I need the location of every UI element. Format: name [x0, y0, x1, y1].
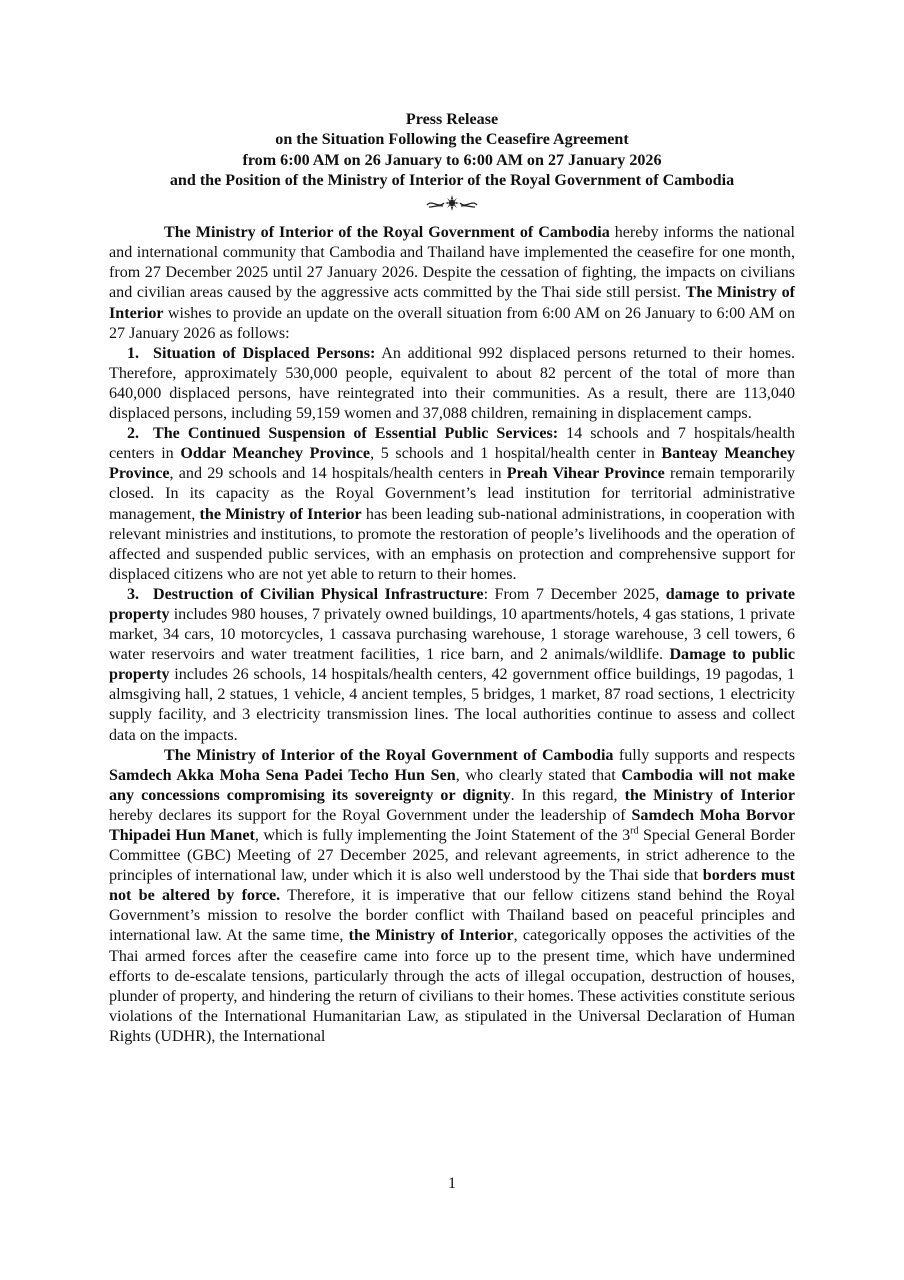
body-text: has been leading sub-national administrations, in cooperation with relevant ministries and institutions, to promote the restoration of people’s livelihoods and the operation of affected and suspended public services, with an emphasis on protection and comprehensive support for displaced citizens who are not yet able to return to their homes. — [109, 505, 795, 583]
item-heading: Situation of Displaced Persons: — [153, 344, 376, 362]
bold-text: The Ministry of Interior — [109, 284, 795, 322]
bold-text: Preah Vihear Province — [506, 465, 665, 483]
bold-text: the Ministry of Interior — [624, 786, 795, 804]
list-item-public-services — [109, 424, 795, 585]
bold-text: borders must not be altered by force. — [109, 867, 795, 905]
bold-text: damage to private property — [109, 585, 795, 623]
bold-text: the Ministry of Interior — [199, 505, 362, 523]
decorative-flourish-icon — [424, 195, 480, 211]
body-text: hereby declares its support for the Royal Government under the leadership of — [109, 806, 632, 824]
body-text: , categorically opposes the activities of the Thai armed forces after the ceasefire came into force up to the present time, which have undermined efforts to de-escalate tensions, particularly through the acts of illegal occupation, destruction of houses, plunder of property, and hindering the return of civilians to their homes. These activities constitute serious violations of the International Humanitarian Law, as stipulated in the Universal Declaration of Human Rights (UDHR), the International — [109, 927, 795, 1045]
body-text: wishes to provide an update on the overall situation from 6:00 AM on 26 January to 6:00 AM on 27 January 2026 as follows: — [109, 304, 795, 342]
position-paragraph — [109, 746, 795, 1047]
intro-paragraph — [109, 223, 795, 344]
body-text: includes 980 houses, 7 privately owned buildings, 10 apartments/hotels, 4 gas stations, 1 private market, 34 cars, 10 motorcycles, 1 cassava purchasing warehouse, 1 storage warehouse, 3 cell towers, 6 water reservoirs and water treatment facilities, 1 rice barn, and 2 animals/wildlife. — [109, 605, 795, 664]
body-text: Special General Border Committee (GBC) Meeting of 27 December 2025, and relevant agreements, in strict adherence to the principles of international law, under which it is also well understood by the Thai side that — [109, 827, 795, 885]
list-item-displaced-persons — [109, 344, 795, 424]
body-text: An additional 992 displaced persons returned to their homes. Therefore, approximately 530,000 people, equivalent to about 82 percent of the total of more than 640,000 displaced persons, have reintegrated into their communities. As a result, there are 113,040 displaced persons, including 59,159 women and 37,088 children, remaining in displacement camps. — [109, 344, 796, 423]
bold-text: Oddar Meanchey Province — [180, 445, 371, 463]
bold-text: Banteay Meanchey Province — [109, 445, 796, 483]
title-line: on the Situation Following the Ceasefire Agreement — [275, 131, 629, 149]
body-text: fully supports and respects — [613, 746, 795, 764]
body-text: 14 schools and 7 hospitals/health centers in — [109, 425, 796, 463]
bold-text: The Ministry of Interior of the Royal Government of Cambodia — [164, 224, 610, 242]
bold-text: The Ministry of Interior of the Royal Government of Cambodia — [164, 746, 614, 764]
item-number: 1. — [127, 344, 140, 362]
document-title — [109, 110, 795, 191]
press-release-page — [109, 110, 795, 1047]
item-number: 3. — [127, 585, 140, 603]
body-text: hereby informs the national and international community that Cambodia and Thailand have implemented the ceasefire for one month, from 27 December 2025 until 27 January 2026. Despite the cessation of fighting, the impacts on civilians and civilian areas caused by the aggressive acts committed by the Thai side still persist. — [109, 224, 795, 302]
body-text: . In this regard, — [510, 786, 625, 804]
body-text: , which is fully implementing the Joint Statement of the 3 — [254, 827, 631, 844]
body-text: , who clearly stated that — [455, 766, 622, 784]
body-text: , 5 schools and 1 hospital/health center in — [370, 445, 662, 463]
item-heading: The Continued Suspension of Essential Public Services: — [153, 425, 559, 443]
bold-text: Damage to public property — [109, 646, 795, 684]
item-heading: Destruction of Civilian Physical Infrastructure — [153, 585, 484, 603]
list-item-infrastructure — [109, 585, 795, 746]
bold-text: Samdech Moha Borvor Thipadei Hun Manet — [109, 806, 795, 844]
bold-text: Samdech Akka Moha Sena Padei Techo Hun Sen — [109, 766, 456, 784]
body-text: remain temporarily closed. In its capacity as the Royal Government’s lead institution for territorial administrative management, — [109, 465, 795, 523]
body-text: , and 29 schools and 14 hospitals/health centers in — [169, 465, 507, 483]
ordinal-superscript: rd — [630, 825, 639, 837]
title-line: Press Release — [405, 111, 499, 128]
bold-text: Cambodia will not make any concessions compromising its sovereignty or dignity — [109, 766, 795, 804]
title-line: from 6:00 AM on 26 January to 6:00 AM on 27 January 2026 — [242, 151, 662, 169]
item-number: 2. — [127, 425, 140, 443]
title-line: and the Position of the Ministry of Interior of the Royal Government of Cambodia — [169, 171, 735, 189]
body-text: Therefore, it is imperative that our fellow citizens stand behind the Royal Government’s mission to resolve the border conflict with Thailand based on peaceful principles and international law. At the same time, — [109, 887, 795, 945]
body-text: includes 26 schools, 14 hospitals/health centers, 42 government office buildings, 19 pagodas, 1 almsgiving hall, 2 statues, 1 vehicle, 4 ancient temples, 5 bridges, 1 market, 87 road sections, 1 electricity supply facility, and 3 electricity transmission lines. The local authorities continue to assess and collect data on the impacts. — [109, 666, 795, 744]
page-number: 1 — [448, 1175, 456, 1192]
body-text: : From 7 December 2025, — [483, 585, 666, 603]
bold-text: the Ministry of Interior — [348, 927, 514, 945]
